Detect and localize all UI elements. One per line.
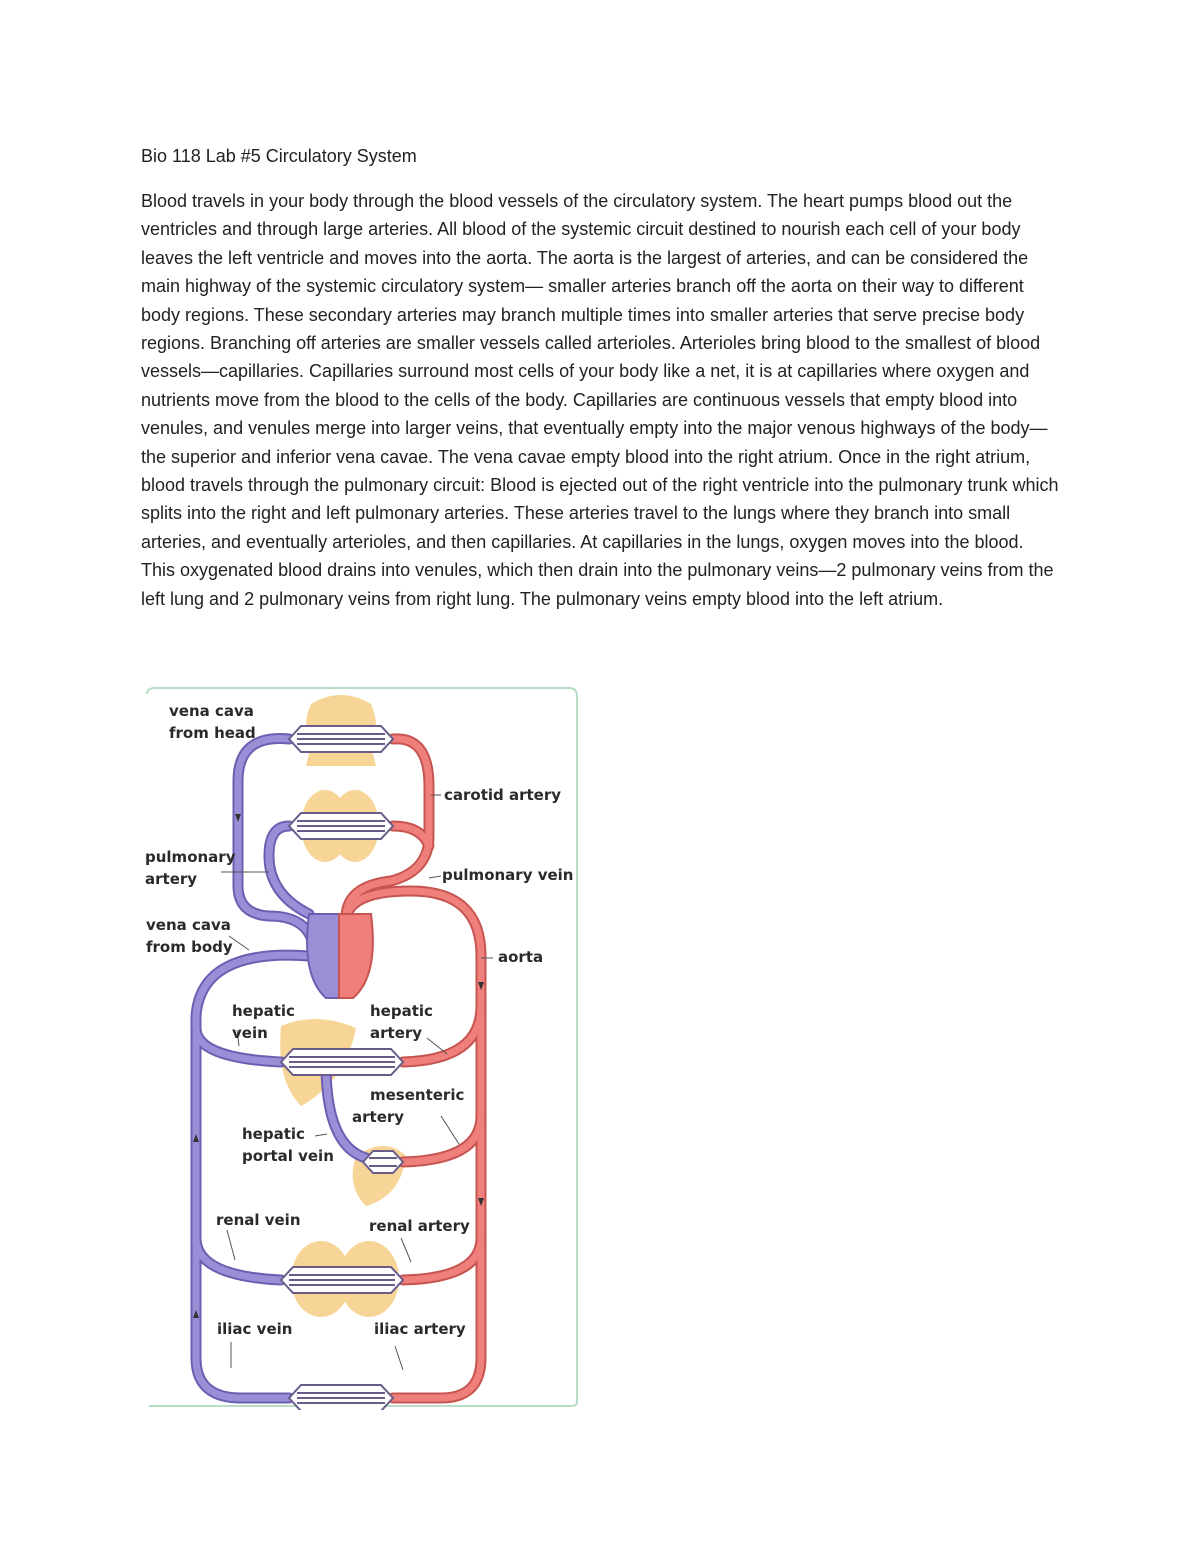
label-vena-cava-body: vena cava from body xyxy=(146,916,233,956)
label-iliac-artery: iliac artery xyxy=(374,1320,466,1338)
heart-left-side xyxy=(339,914,373,998)
label-renal-vein: renal vein xyxy=(216,1211,301,1229)
label-hepatic-vein: hepatic vein xyxy=(232,1002,295,1042)
label-pulmonary-vein: pulmonary vein xyxy=(442,866,574,884)
body-paragraph: Blood travels in your body through the blood vessels of the circulatory system. The heart pumps blood out the ventricles and through large arteries. All blood of the systemic circuit destined to nourish each cell of your body leaves the left ventricle and moves into the aorta. The aorta is the largest of arteries, and can be considered the main highway of the systemic circulatory system— smaller arteries branch off the aorta on their way to different body regions. These secondary arteries may branch multiple times into smaller arteries that serve precise body regions. Branching off arteries are smaller vessels called arterioles. Arterioles bring blood to the smallest of blood vessels—capillaries. Capillaries surround most cells of your body like a net, it is at capillaries where oxygen and nutrients move from the blood to the cells of the body. Capillaries are continuous vessels that empty blood into venules, and venules merge into larger veins, that eventually empty into the major venous highways of the body—the superior and inferior vena cavae. The vena cavae empty blood into the right atrium. Once in the right atrium, blood travels through the pulmonary circuit: Blood is ejected out of the right ventricle into the pulmonary trunk which splits into the right and left pulmonary arteries. These arteries travel to the lungs where they branch into small arteries, and eventually arterioles, and then capillaries. At capillaries in the lungs, oxygen moves into the blood. This oxygenated blood drains into venules, which then drain into the pulmonary veins—2 pulmonary veins from the left lung and 2 pulmonary veins from right lung. The pulmonary veins empty blood into the left atrium. xyxy=(141,191,1059,609)
heart-right-side xyxy=(307,914,339,998)
lung-capillaries xyxy=(289,813,393,839)
label-aorta: aorta xyxy=(498,948,544,966)
label-pulmonary-artery: pulmonary artery xyxy=(145,848,236,888)
heart-shape xyxy=(307,914,373,998)
kidney-capillaries xyxy=(281,1267,403,1293)
label-hepatic-artery: hepatic artery xyxy=(370,1002,433,1042)
page-title: Bio 118 Lab #5 Circulatory System xyxy=(141,146,417,166)
label-carotid-artery: carotid artery xyxy=(444,786,562,804)
head-capillaries xyxy=(289,726,393,752)
circulatory-diagram xyxy=(141,686,581,1410)
label-mesenteric-artery: mesenteric artery xyxy=(352,1086,465,1126)
label-iliac-vein: iliac vein xyxy=(217,1320,293,1338)
liver-capillaries xyxy=(281,1049,403,1075)
label-renal-artery: renal artery xyxy=(369,1217,470,1235)
intestine-capillaries xyxy=(363,1151,403,1173)
label-vena-cava-head: vena cava from head xyxy=(169,702,256,742)
label-hepatic-portal-vein: hepatic portal vein xyxy=(242,1125,334,1165)
leg-capillaries xyxy=(289,1385,393,1410)
